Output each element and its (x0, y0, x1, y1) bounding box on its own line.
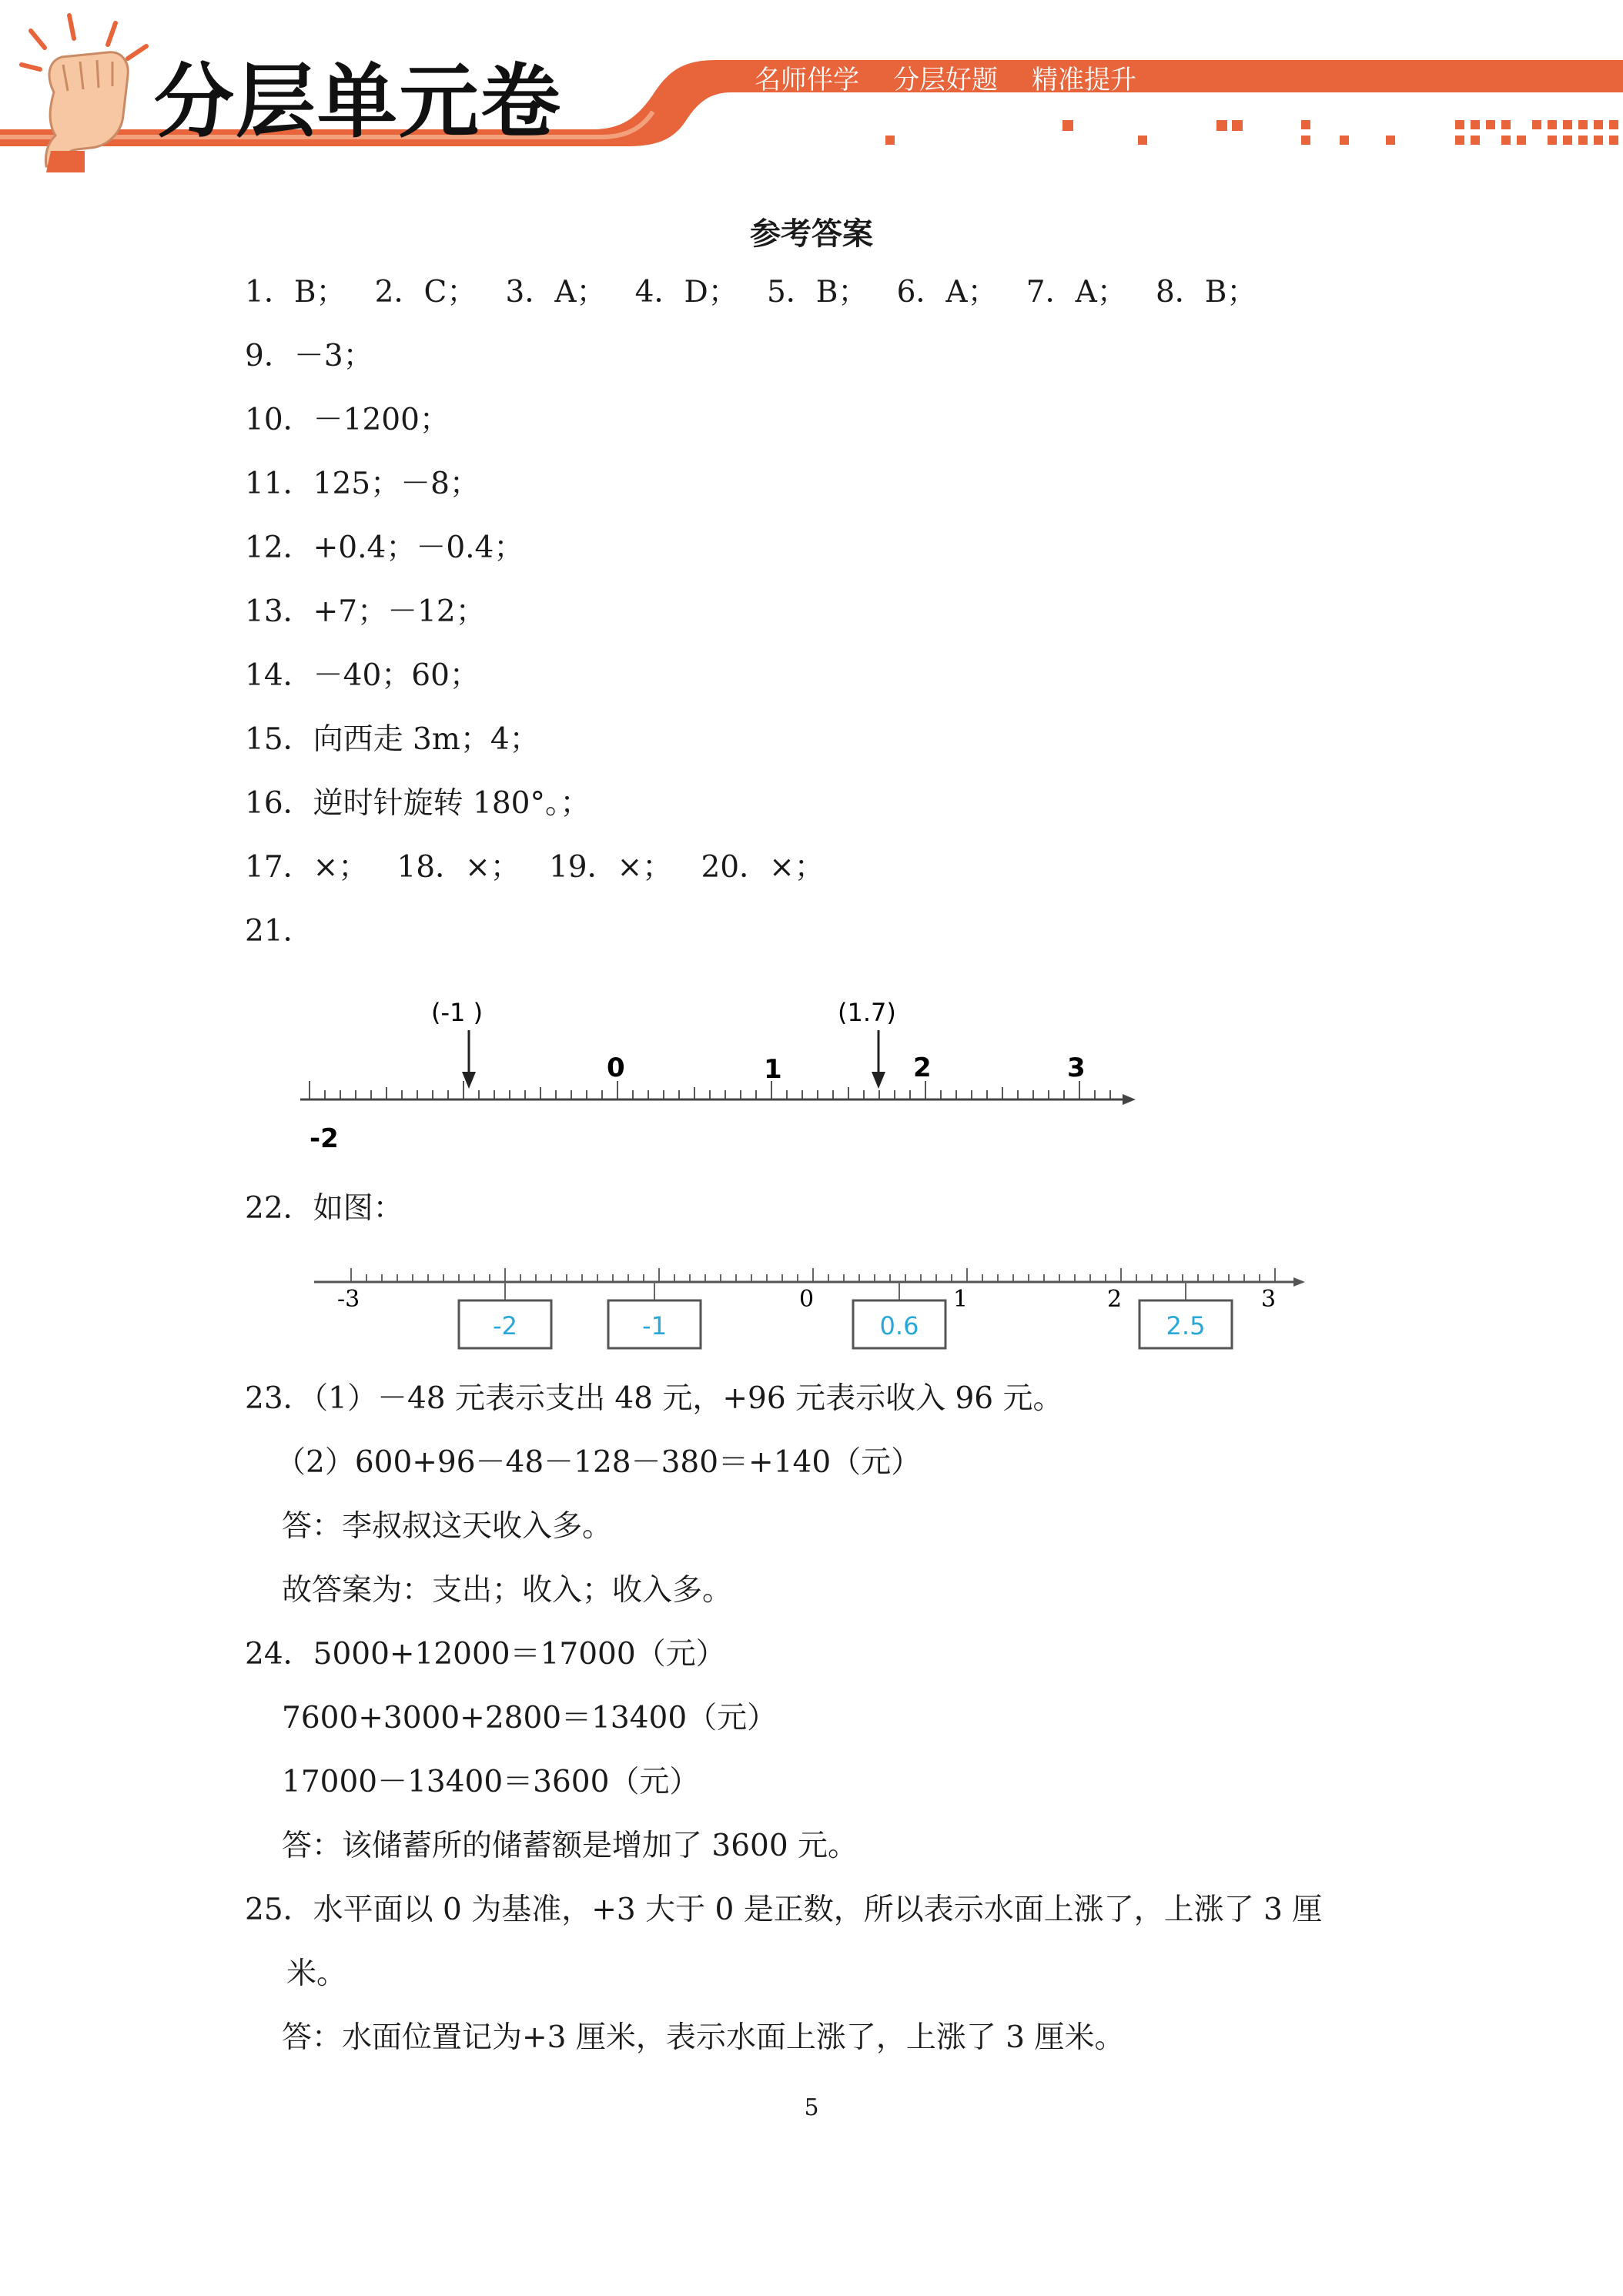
tick-label-1: 1 (953, 1286, 969, 1313)
answer-box-neg2 (459, 1282, 551, 1348)
slogan-1: 名师伴学 (755, 65, 859, 95)
marked-label-neg1: (-1 ) (431, 998, 484, 1027)
answer-line-24-1: 24．5000+12000＝17000（元） (245, 1637, 726, 1672)
number-line-figure-21 (293, 986, 1155, 1155)
answer-line-22: 22．如图： (245, 1191, 403, 1226)
brand-title: 分层单元卷 (154, 55, 563, 149)
marked-label-1-7: (1.7) (838, 998, 896, 1027)
tick-label-2: 2 (1107, 1286, 1123, 1313)
answer-line-24-4: 答：该储蓄所的储蓄额是增加了 3600 元。 (282, 1829, 858, 1863)
fist-icon (22, 15, 146, 172)
answer-line-1: 1．B； 2．C； 3．A； 4．D； 5．B； 6．A； 7．A； 8．B； (245, 275, 1257, 310)
answer-line-16: 16．逆时针旋转 180°。； (245, 786, 591, 821)
answer-line-9: 9．－3； (245, 339, 373, 373)
answer-line-15: 15．向西走 3m；4； (245, 722, 540, 757)
tick-label-0: 0 (607, 1053, 625, 1083)
answer-line-13: 13．+7；－12； (245, 594, 486, 629)
answer-line-25-1: 25．水平面以 0 为基准，+3 大于 0 是正数，所以表示水面上涨了，上涨了 3 厘 (245, 1893, 1323, 1927)
tick-label-neg3: -3 (337, 1286, 360, 1313)
svg-text:0.6: 0.6 (879, 1311, 919, 1340)
tick-label-0: 0 (799, 1286, 815, 1313)
tick-label-neg2: -2 (310, 1123, 339, 1154)
answer-line-23-3: 答：李叔叔这天收入多。 (282, 1509, 613, 1544)
answer-line-24-3: 17000－13400＝3600（元） (282, 1765, 700, 1799)
tick-label-1: 1 (764, 1054, 782, 1085)
slogan-3: 精准提升 (1032, 65, 1136, 95)
answer-line-12: 12．+0.4；－0.4； (245, 530, 524, 565)
answer-box-2-5 (1139, 1282, 1232, 1348)
slogan-2: 分层好题 (893, 65, 998, 95)
answer-box-neg1 (608, 1282, 701, 1348)
number-line-figure-22 (300, 1243, 1317, 1359)
tick-label-3: 3 (1261, 1286, 1277, 1313)
answer-line-10: 10．－1200； (245, 403, 450, 437)
answer-line-23-2: （2）600+96－48－128－380＝+140（元） (276, 1445, 922, 1480)
arrow-down-icon (872, 1072, 885, 1089)
answer-line-11: 11．125；－8； (245, 467, 480, 501)
answer-line-24-2: 7600+3000+2800＝13400（元） (282, 1701, 778, 1735)
tick-label-2: 2 (913, 1053, 932, 1083)
page-number: 5 (804, 2094, 819, 2121)
svg-text:-2: -2 (493, 1311, 517, 1340)
answer-line-23-4: 故答案为：支出；收入；收入多。 (282, 1573, 733, 1608)
axis-arrowhead-icon (1123, 1094, 1136, 1105)
answer-line-25-2: 米。 (286, 1956, 347, 1991)
answer-line-23-1: 23．（1）－48 元表示支出 48 元，+96 元表示收入 96 元。 (245, 1381, 1063, 1416)
answer-line-17: 17．×； 18．×； 19．×； 20．×； (245, 850, 825, 885)
svg-text:2.5: 2.5 (1166, 1311, 1206, 1340)
tick-label-3: 3 (1067, 1053, 1086, 1083)
page-header (0, 0, 1623, 177)
answer-box-0-6 (853, 1282, 945, 1348)
svg-text:-1: -1 (642, 1311, 667, 1340)
answer-line-14: 14．－40；60； (245, 658, 480, 693)
answer-line-21: 21． (245, 914, 313, 949)
axis-arrowhead-icon (1293, 1277, 1305, 1287)
page-title: 参考答案 (750, 216, 873, 252)
answer-line-25-3: 答：水面位置记为+3 厘米，表示水面上涨了，上涨了 3 厘米。 (282, 2020, 1125, 2055)
